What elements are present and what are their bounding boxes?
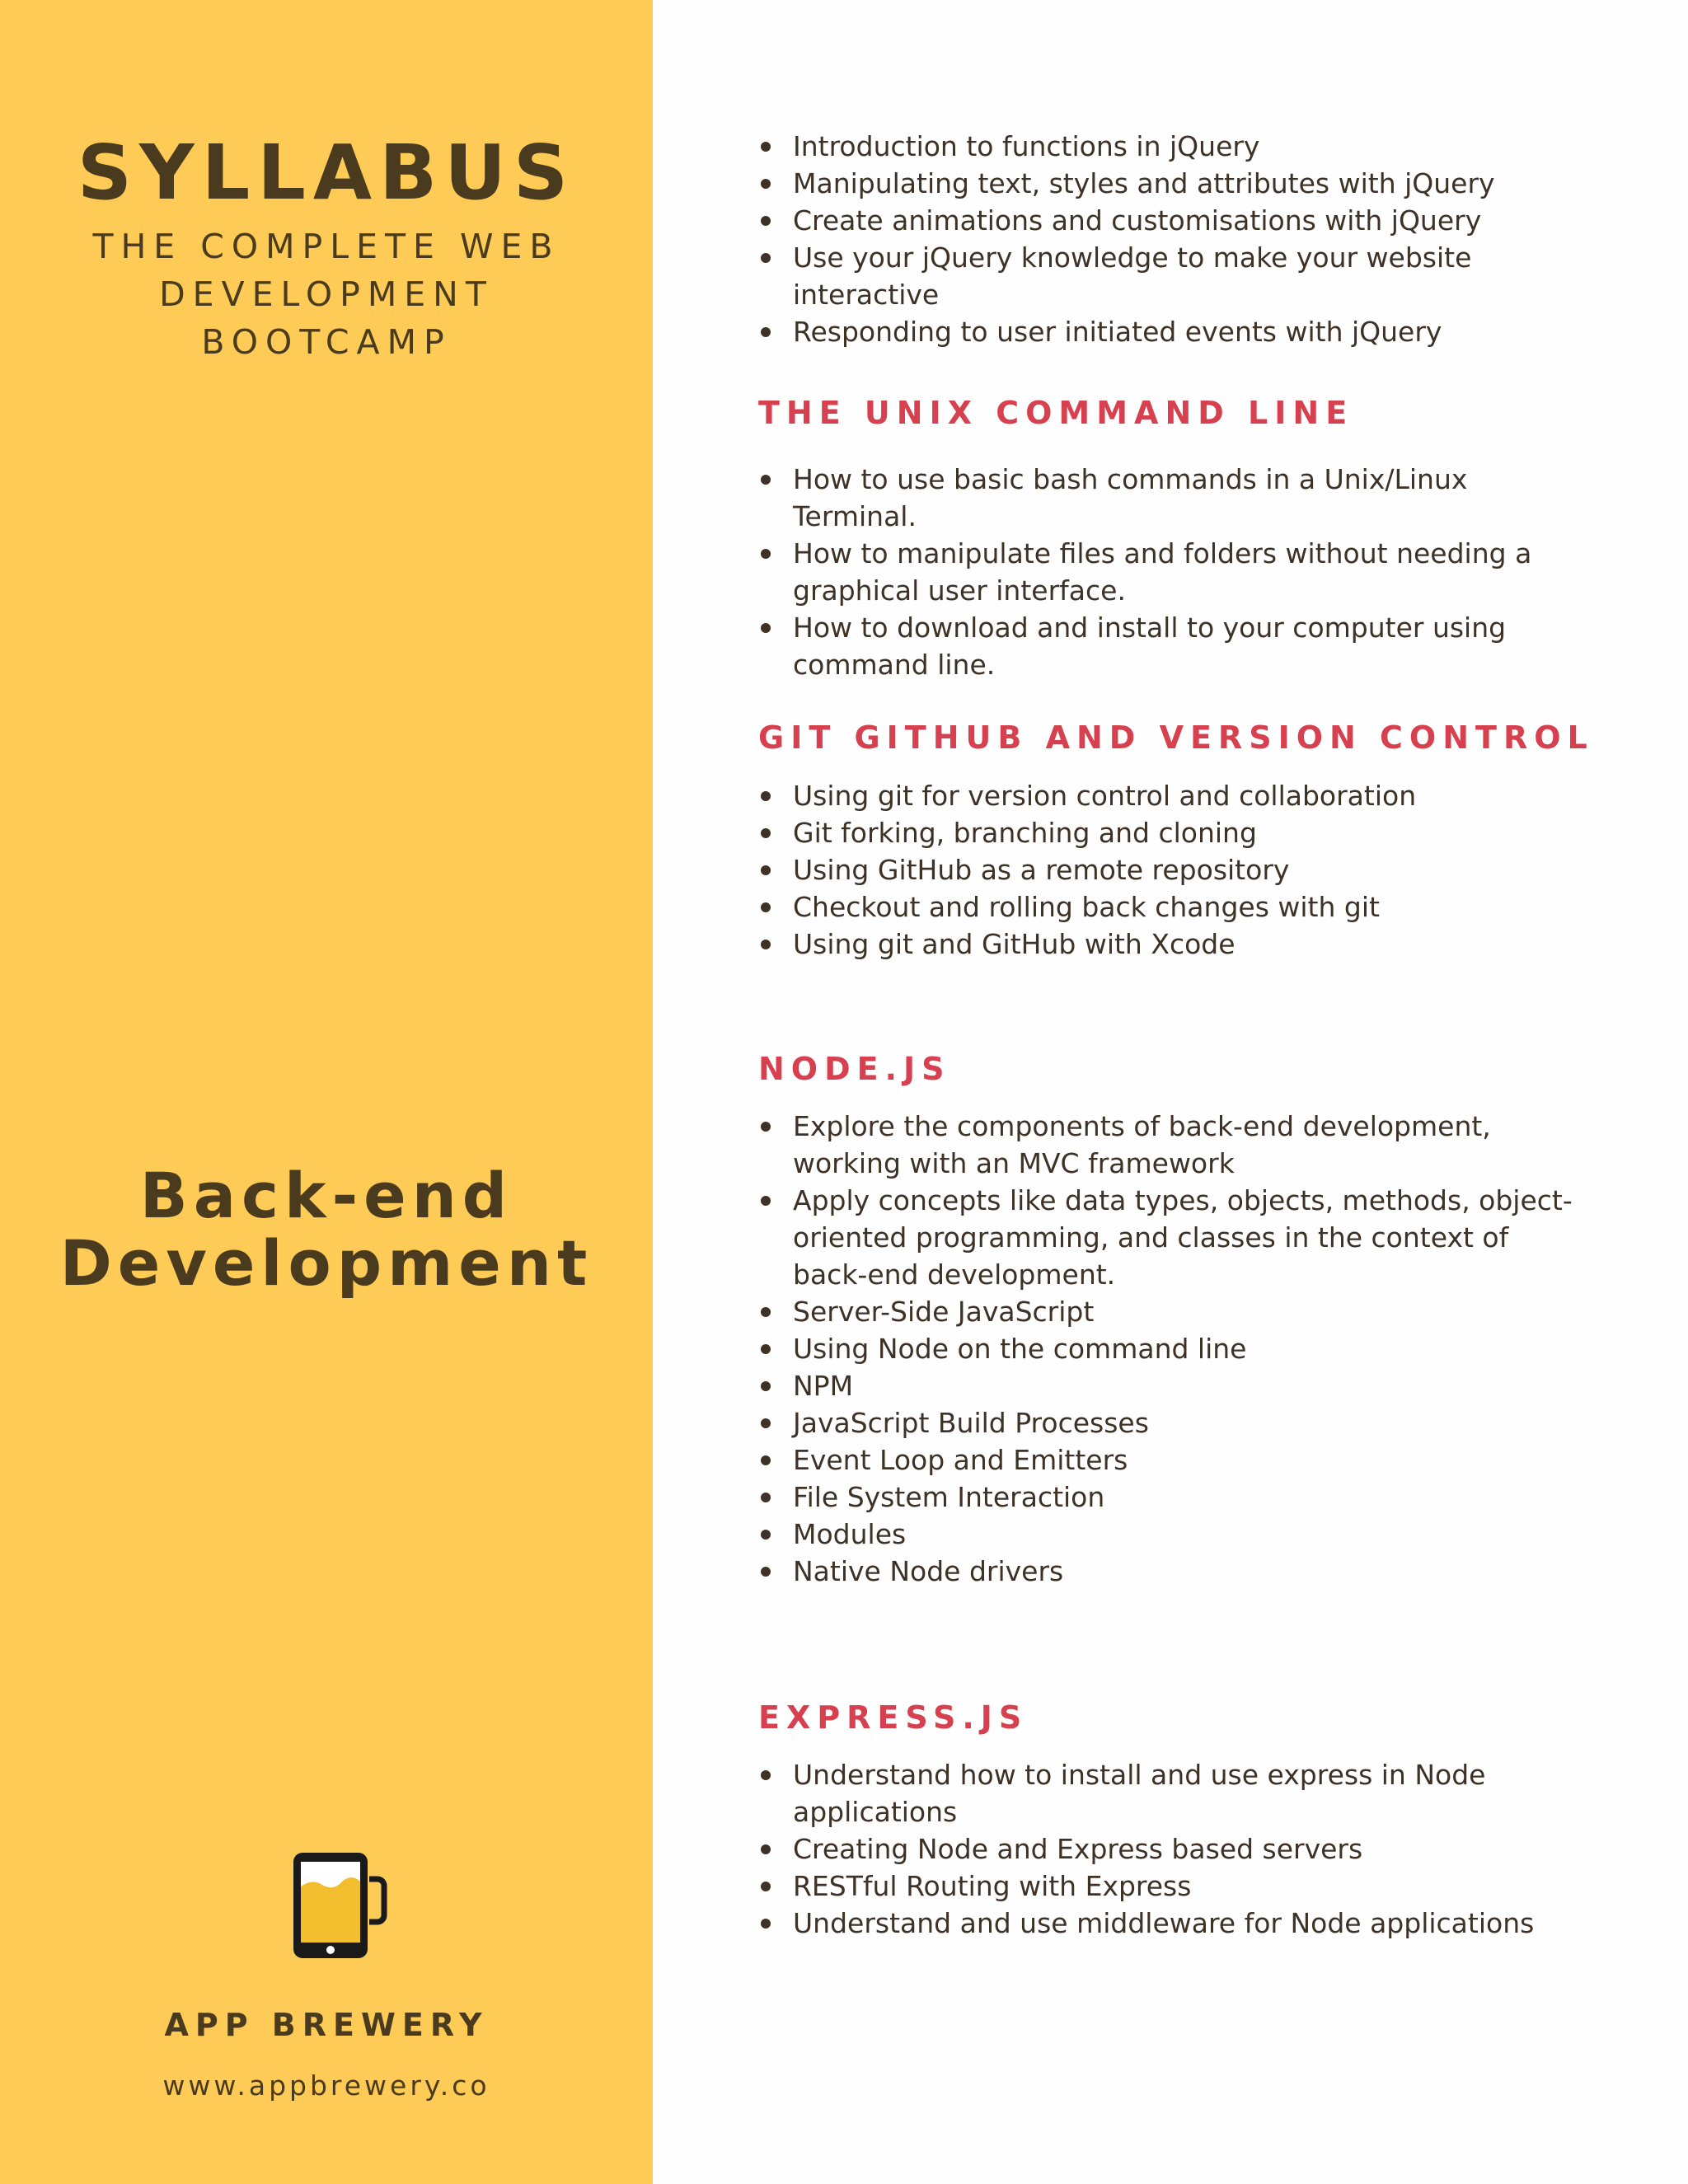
brand-url: www.appbrewery.co [162, 2069, 490, 2102]
list-item: NPM [758, 1367, 1591, 1404]
list-item: Using Node on the command line [758, 1330, 1591, 1367]
course-subtitle-line: THE COMPLETE WEB [92, 227, 560, 266]
list-item: Event Loop and Emitters [758, 1441, 1591, 1479]
list-item: Modules [758, 1516, 1591, 1553]
list-item: How to use basic bash commands in a Unix/Linux Terminal. [758, 461, 1591, 535]
git-list [758, 777, 1591, 963]
list-item: Creating Node and Express based servers [758, 1830, 1591, 1868]
list-item: Use your jQuery knowledge to make your website interactive [758, 239, 1591, 313]
list-item: Apply concepts like data types, objects, methods, object-oriented programming, and classes in the context of back-end development. [758, 1182, 1591, 1293]
track-title [0, 1159, 653, 1300]
list-item: Native Node drivers [758, 1553, 1591, 1590]
syllabus-title: SYLLABUS [77, 129, 576, 217]
course-subtitle-line: DEVELOPMENT [159, 274, 494, 314]
nodejs-list [758, 1108, 1591, 1590]
brand-name: APP BREWERY [164, 2007, 489, 2043]
list-item: Manipulating text, styles and attributes with jQuery [758, 165, 1591, 202]
list-item: Understand and use middleware for Node applications [758, 1905, 1591, 1942]
track-title-line: Back-end [139, 1159, 513, 1232]
list-item: Using GitHub as a remote repository [758, 851, 1591, 888]
list-item: RESTful Routing with Express [758, 1868, 1591, 1905]
section-heading-unix: THE UNIX COMMAND LINE [758, 395, 1354, 431]
list-item: How to download and install to your computer using command line. [758, 609, 1591, 683]
expressjs-list [758, 1756, 1591, 1942]
track-title-line: Development [59, 1226, 593, 1300]
list-item: Introduction to functions in jQuery [758, 128, 1591, 165]
phone-beer-mug-icon [290, 1849, 389, 1961]
list-item: Create animations and customisations with jQuery [758, 202, 1591, 239]
list-item: Server-Side JavaScript [758, 1293, 1591, 1330]
sidebar [0, 0, 653, 2184]
list-item: Using git and GitHub with Xcode [758, 926, 1591, 963]
course-subtitle-line: BOOTCAMP [201, 322, 452, 362]
list-item: File System Interaction [758, 1479, 1591, 1516]
section-heading-nodejs: NODE.JS [758, 1051, 951, 1087]
unix-list [758, 461, 1591, 683]
section-heading-git: GIT GITHUB AND VERSION CONTROL [758, 719, 1594, 756]
section-heading-expressjs: EXPRESS.JS [758, 1699, 1029, 1736]
list-item: How to manipulate files and folders without needing a graphical user interface. [758, 535, 1591, 609]
intro-list [758, 128, 1591, 350]
list-item: Using git for version control and collaboration [758, 777, 1591, 814]
syllabus-content [653, 0, 1688, 2184]
list-item: Git forking, branching and cloning [758, 814, 1591, 851]
course-subtitle [0, 223, 653, 366]
list-item: Understand how to install and use express in Node applications [758, 1756, 1591, 1830]
list-item: Explore the components of back-end development, working with an MVC framework [758, 1108, 1591, 1182]
list-item: Checkout and rolling back changes with git [758, 888, 1591, 926]
list-item: Responding to user initiated events with jQuery [758, 313, 1591, 350]
list-item: JavaScript Build Processes [758, 1404, 1591, 1441]
